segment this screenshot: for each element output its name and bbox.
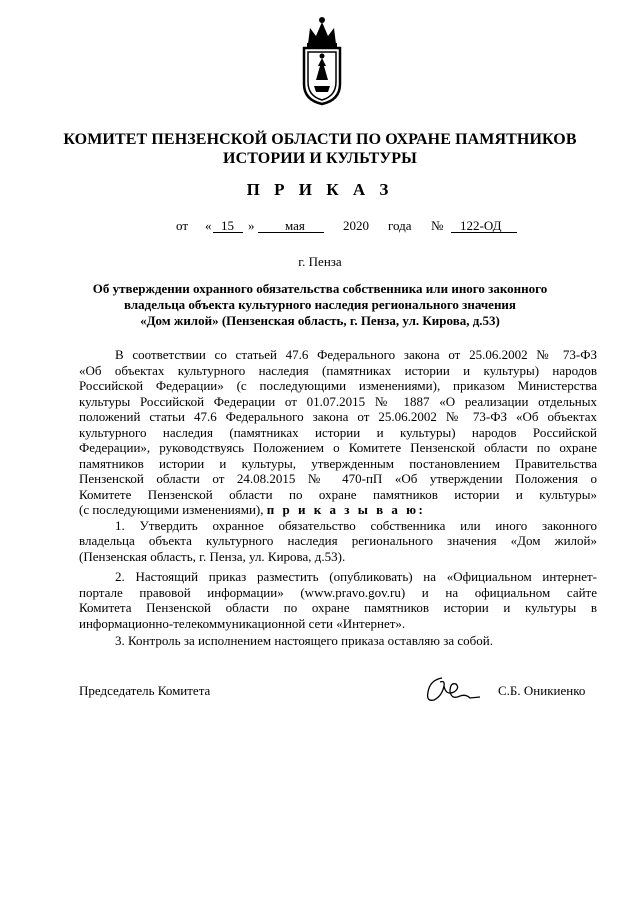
signatory-name: С.Б. Оникиенко	[498, 683, 586, 698]
item-2-line: портале правовой информации» (www.pravo.gov.ru) и на официальном сайте	[79, 584, 597, 600]
body-line-resolution	[79, 502, 597, 518]
order-year: 2020	[343, 218, 369, 233]
body-line: Российской Федерации» (с последующими изменениями), приказом Министерства	[79, 378, 597, 393]
body-line: Комитете Пензенской области по охране памятников истории и культуры»	[79, 486, 597, 502]
body-line-text: (с последующими изменениями),	[79, 502, 264, 517]
body-line: положений статьи 47.6 Федерального закона от 25.06.2002 № 73-ФЗ «Об объектах	[79, 409, 597, 424]
document-type: П Р И К А З	[246, 180, 394, 199]
order-quote-close: »	[248, 218, 255, 233]
item-2-line: Комитета Пензенской области по охране памятников истории и культуры в	[79, 600, 597, 615]
coat-of-arms-icon	[296, 14, 348, 106]
order-day: 15	[221, 218, 234, 233]
subject-line1: Об утверждении охранного обязательства собственника или иного законного	[92, 281, 548, 296]
order-quote-open: «	[205, 218, 212, 233]
month-underline	[258, 232, 324, 233]
city: г. Пенза	[298, 254, 342, 269]
item-1-line: 1. Утвердить охранное обязательство собственника или иного законного	[115, 517, 597, 533]
subject-line3: «Дом жилой» (Пензенская область, г. Пенза, ул. Кирова, д.53)	[140, 313, 500, 328]
body-line: памятников истории и культуры, утвержденным постановлением Правительства	[79, 455, 597, 471]
signatory-position: Председатель Комитета	[79, 683, 211, 698]
item-2-line: 2. Настоящий приказ разместить (опубликовать) на «Официальном интернет-	[115, 569, 597, 584]
body-line: культуры Российской Федерации от 01.07.2015 № 1887 «О реализации отдельных	[79, 393, 597, 409]
order-year-label: года	[388, 218, 412, 233]
item-3-line: 3. Контроль за исполнением настоящего приказа оставляю за собой.	[115, 633, 493, 648]
day-underline	[213, 232, 243, 233]
body-line: Федерации», руководствуясь Положением о Комитете Пензенской области по охране	[79, 440, 597, 455]
item-1-line: владельца объекта культурного наследия регионального значения «Дом жилой»	[79, 533, 597, 548]
item-2-line: информационно-телекоммуникационной сети «Интернет».	[79, 615, 406, 631]
order-number: 122-ОД	[460, 218, 502, 233]
committee-name-line2: ИСТОРИИ И КУЛЬТУРЫ	[223, 150, 417, 167]
subject-line2: владельца объекта культурного наследия регионального значения	[124, 297, 516, 312]
item-1-line: (Пензенская область, г. Пенза, ул. Кирова, д.53).	[79, 548, 346, 564]
number-underline	[451, 232, 517, 233]
order-from-label: от	[176, 218, 189, 233]
body-line: Пензенской области от 24.08.2015 № 470-пП «Об утверждении Положения о	[79, 471, 597, 486]
order-number-label: №	[431, 218, 444, 233]
order-month: мая	[285, 218, 305, 233]
body-line: В соответствии со статьей 47.6 Федерального закона от 25.06.2002 № 73-ФЗ	[115, 347, 597, 362]
body-line: культурного наследия (памятниках истории и культуры) народов Российской	[79, 424, 597, 440]
committee-name-line1: КОМИТЕТ ПЕНЗЕНСКОЙ ОБЛАСТИ ПО ОХРАНЕ ПАМЯТНИКОВ	[63, 131, 577, 148]
order-verb: п р и к а з ы в а ю:	[266, 502, 426, 517]
signature-icon	[420, 670, 484, 710]
body-line: «Об объектах культурного наследия (памятниках истории и культуры) народов	[79, 362, 597, 378]
